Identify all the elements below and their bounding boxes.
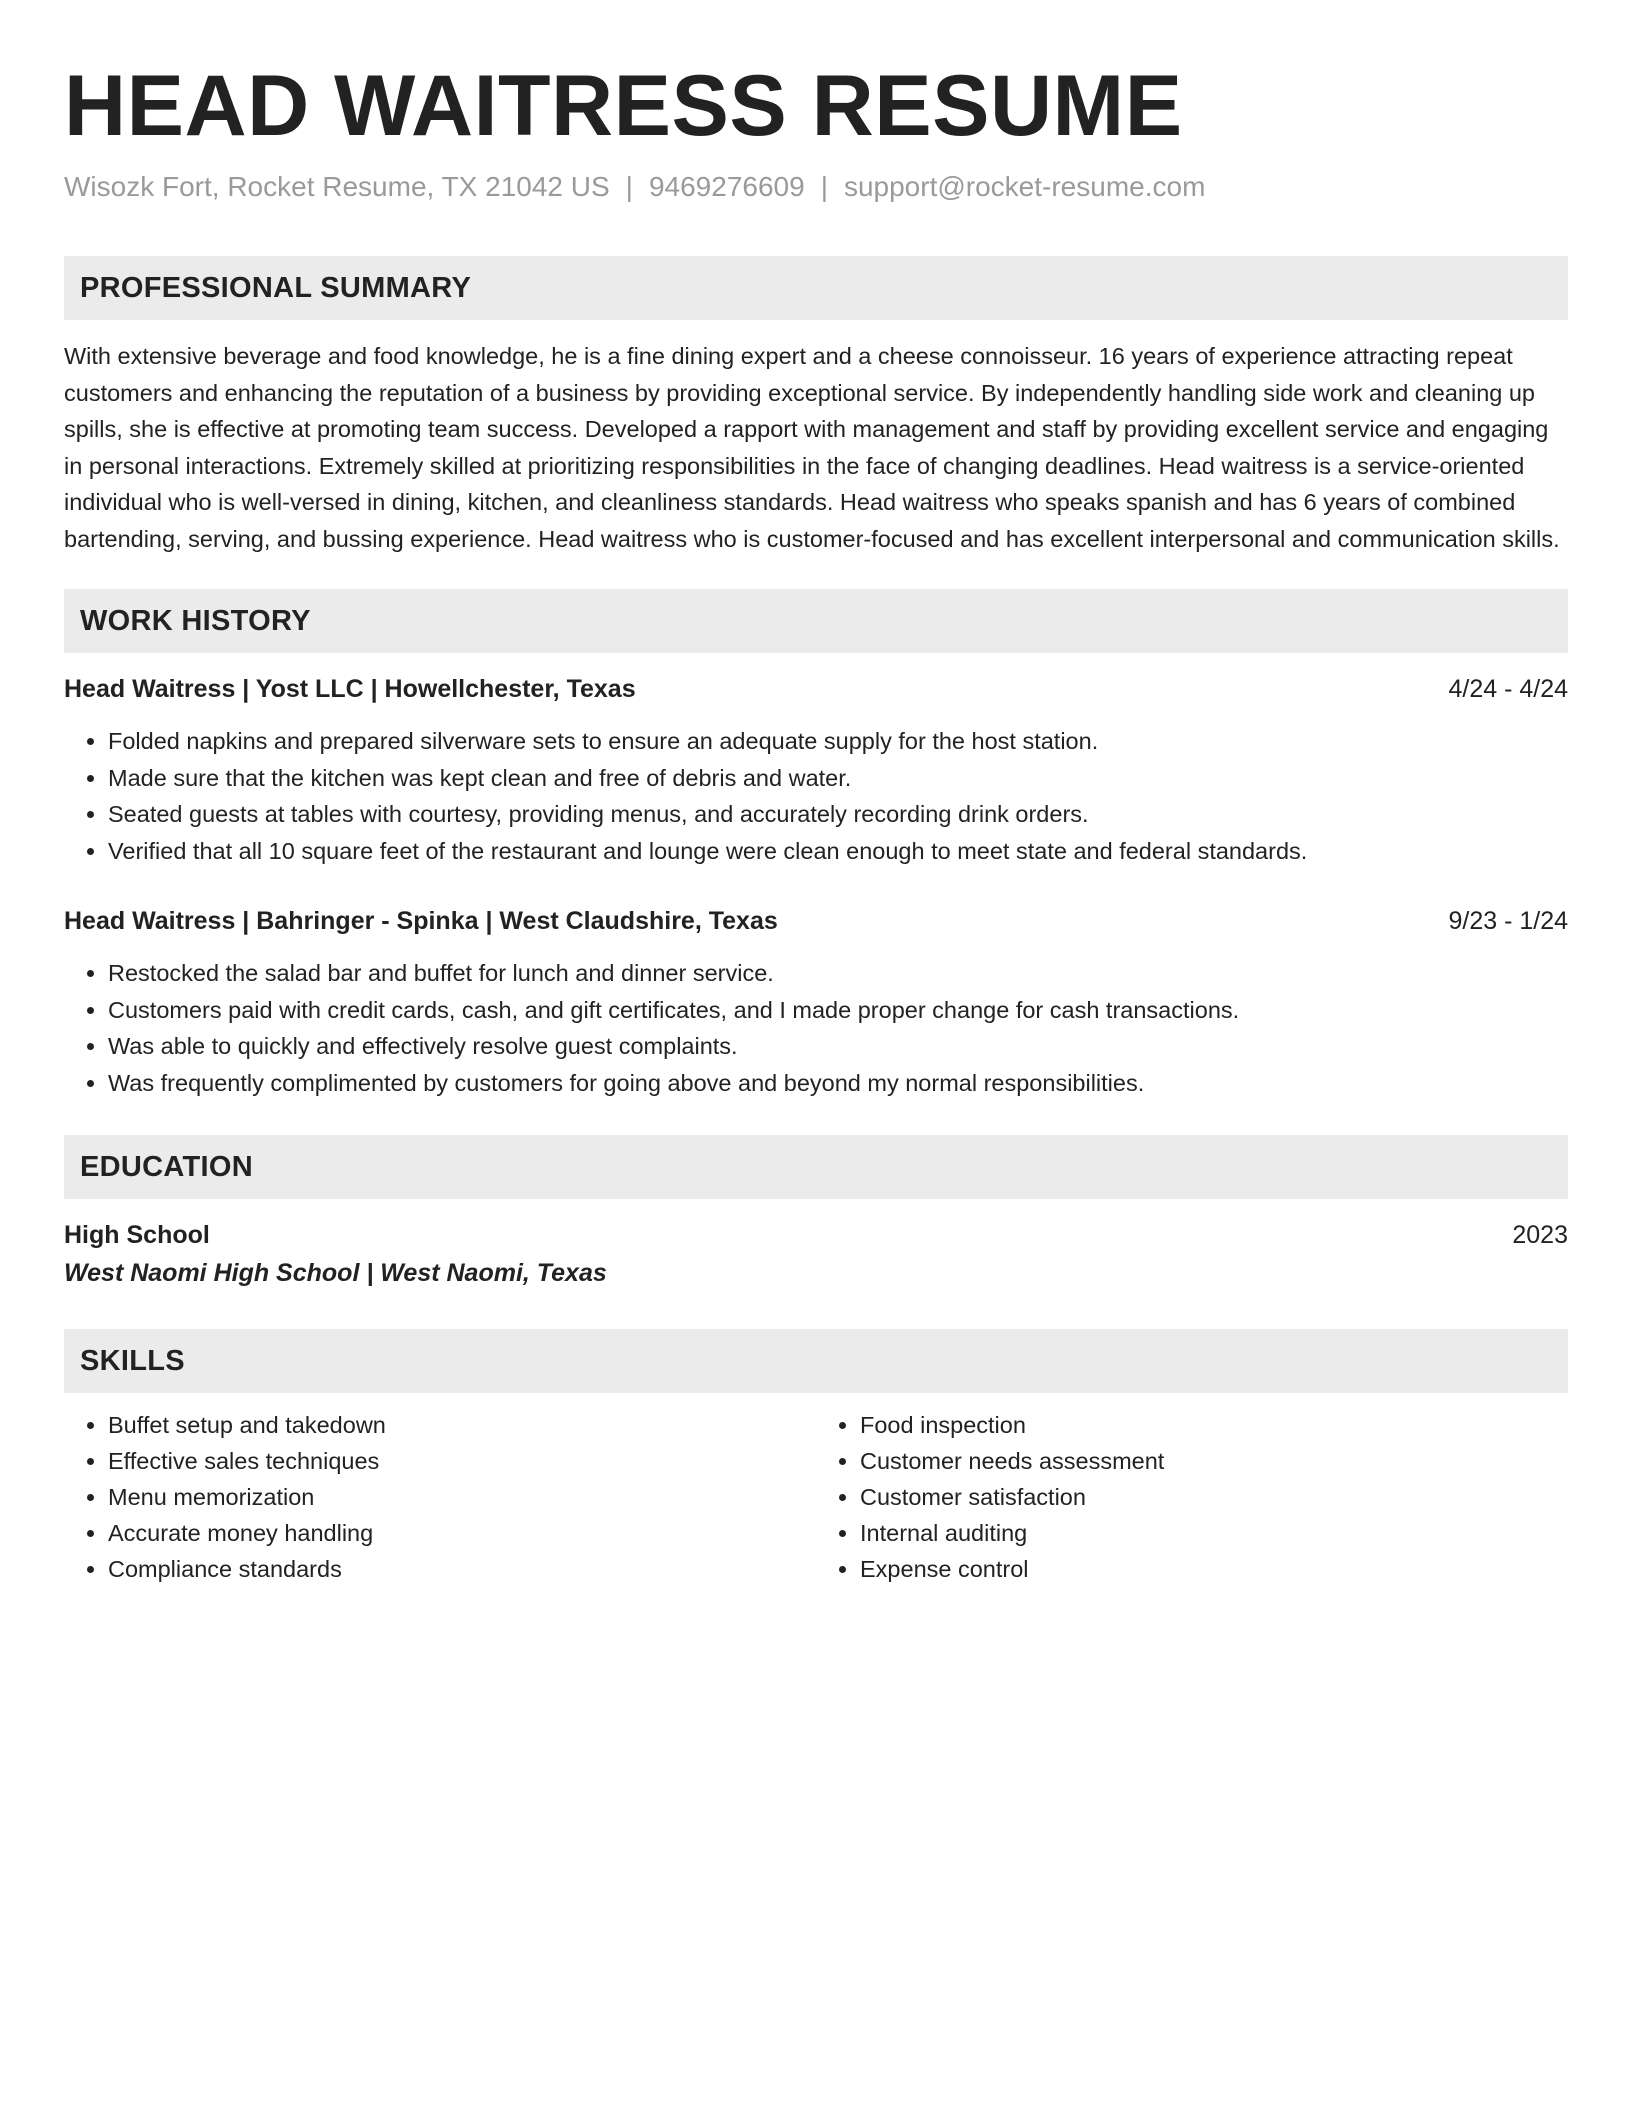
job-duty-item: • Folded napkins and prepared silverware sets to ensure an adequate supply for the host station. (108, 723, 1568, 760)
email-text: support@rocket-resume.com (843, 171, 1206, 202)
resume-title: HEAD WAITRESS RESUME (64, 58, 1183, 154)
job-header (64, 903, 1568, 939)
skill-item: • Internal auditing (860, 1515, 1568, 1551)
job-duties-list (64, 723, 1568, 869)
skill-item: • Effective sales techniques (108, 1443, 816, 1479)
address-text: Wisozk Fort, Rocket Resume, TX 21042 US (64, 171, 610, 202)
skill-item: • Expense control (860, 1551, 1568, 1587)
skills-list-right (816, 1407, 1568, 1587)
contact-separator: | (820, 171, 828, 202)
job-duty-item: • Customers paid with credit cards, cash, and gift certificates, and I made proper change for cash transactions. (108, 992, 1568, 1029)
skill-item: • Food inspection (860, 1407, 1568, 1443)
education-heading: EDUCATION (64, 1135, 1568, 1199)
skills-columns (64, 1407, 1568, 1587)
job-entry (64, 671, 1568, 869)
job-entry (64, 903, 1568, 1101)
job-title: Head Waitress | Bahringer - Spinka | West Claudshire, Texas (64, 907, 778, 935)
skill-item: • Customer needs assessment (860, 1443, 1568, 1479)
job-duty-item: • Made sure that the kitchen was kept clean and free of debris and water. (108, 760, 1568, 797)
job-duty-item: • Was frequently complimented by customers for going above and beyond my normal responsibilities. (108, 1065, 1568, 1102)
contact-line (64, 170, 1568, 204)
skill-item: • Compliance standards (108, 1551, 816, 1587)
education-year: 2023 (1512, 1221, 1568, 1249)
education-school: West Naomi High School | West Naomi, Texas (64, 1259, 607, 1287)
job-duty-item: • Verified that all 10 square feet of the restaurant and lounge were clean enough to meet state and federal standards. (108, 833, 1568, 870)
skills-list-left (64, 1407, 816, 1587)
work-history-heading: WORK HISTORY (64, 589, 1568, 653)
skill-item: • Menu memorization (108, 1479, 816, 1515)
job-duty-item: • Seated guests at tables with courtesy, providing menus, and accurately recording drink orders. (108, 796, 1568, 833)
education-entry (64, 1217, 1568, 1253)
summary-text: With extensive beverage and food knowledge, he is a fine dining expert and a cheese connoisseur. 16 years of experience attracting repeat customers and enhancing the reputation of a business by providing exceptional service. By independently handling side work and cleaning up spills, she is effective at promoting team success. Developed a rapport with management and staff by providing excellent service and engaging in personal interactions. Extremely skilled at prioritizing responsibilities in the face of changing deadlines. Head waitress is a service-oriented individual who is well-versed in dining, kitchen, and cleanliness standards. Head waitress who speaks spanish and has 6 years of combined bartending, serving, and bussing experience. Head waitress who is customer-focused and has excellent interpersonal and communication skills. (64, 343, 1560, 552)
summary-heading: PROFESSIONAL SUMMARY (64, 256, 1568, 320)
job-duties-list (64, 955, 1568, 1101)
skills-heading: SKILLS (64, 1329, 1568, 1393)
job-duty-item: • Restocked the salad bar and buffet for lunch and dinner service. (108, 955, 1568, 992)
job-header (64, 671, 1568, 707)
skill-item: • Buffet setup and takedown (108, 1407, 816, 1443)
job-dates: 9/23 - 1/24 (1448, 907, 1568, 935)
skill-item: • Accurate money handling (108, 1515, 816, 1551)
job-dates: 4/24 - 4/24 (1448, 675, 1568, 703)
skill-item: • Customer satisfaction (860, 1479, 1568, 1515)
job-duty-item: • Was able to quickly and effectively resolve guest complaints. (108, 1028, 1568, 1065)
education-degree: High School (64, 1221, 210, 1249)
contact-separator: | (625, 171, 633, 202)
job-title: Head Waitress | Yost LLC | Howellchester, Texas (64, 675, 636, 703)
phone-text: 9469276609 (648, 171, 805, 202)
